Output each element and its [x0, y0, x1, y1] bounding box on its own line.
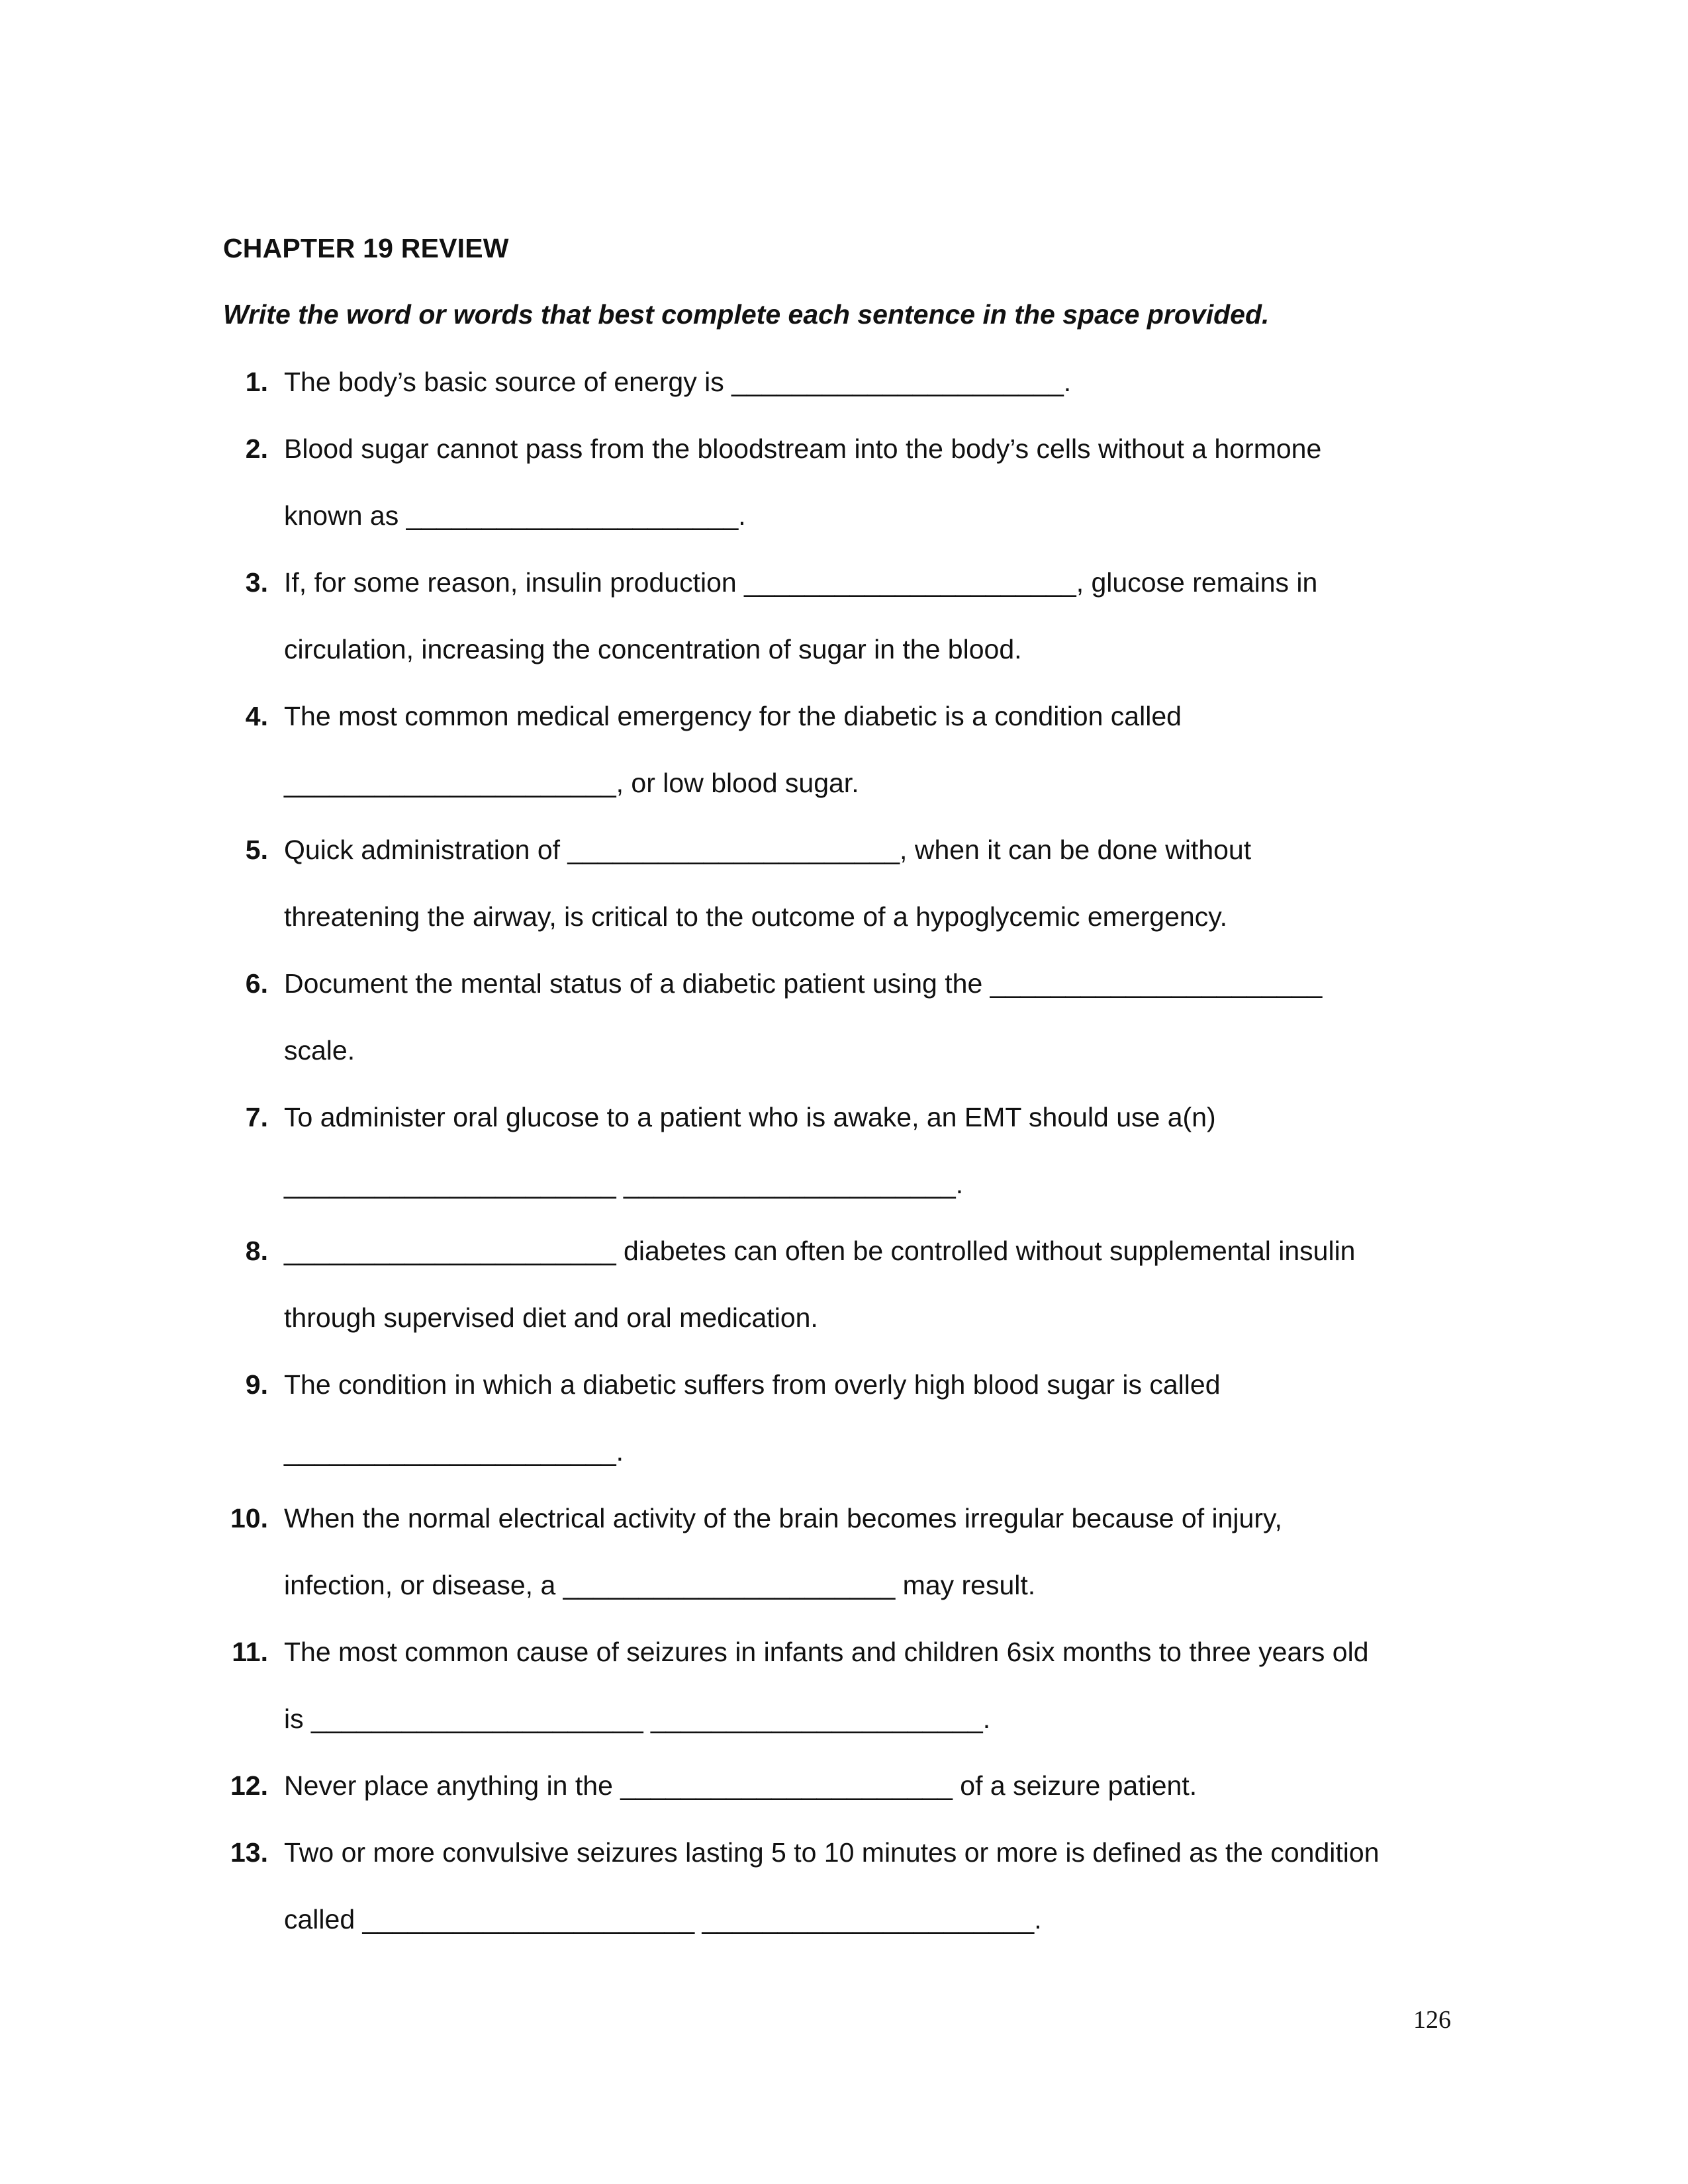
question-text: To administer oral glucose to a patient who is awake, an EMT should use a(n): [284, 1102, 1216, 1132]
question-11-line-1: [0, 1635, 1688, 1702]
instructions: Write the word or words that best complete each sentence in the space provided.: [223, 299, 1270, 330]
question-list: [0, 365, 1688, 1970]
question-number: 10.: [230, 1503, 268, 1533]
question-2-line-1: [0, 432, 1688, 499]
chapter-title: CHAPTER 19 REVIEW: [223, 233, 509, 263]
question-text: ______________________ diabetes can often be controlled without supplemental insulin: [284, 1236, 1356, 1266]
question-number: 13.: [230, 1837, 268, 1868]
question-6-line-2: [0, 1034, 1688, 1101]
question-5-line-2: [0, 900, 1688, 967]
question-text: The most common cause of seizures in infants and children 6six months to three years old: [284, 1637, 1369, 1667]
question-text: Never place anything in the ______________________ of a seizure patient.: [284, 1770, 1197, 1801]
question-text: scale.: [284, 1035, 355, 1066]
question-9-line-1: [0, 1368, 1688, 1435]
question-8-line-2: [0, 1301, 1688, 1368]
question-number: 2.: [245, 433, 268, 464]
question-11-line-2: [0, 1702, 1688, 1769]
question-number: 9.: [245, 1369, 268, 1400]
question-text: circulation, increasing the concentration of sugar in the blood.: [284, 634, 1022, 664]
question-8-line-1: [0, 1234, 1688, 1301]
question-text: ______________________ ______________________.: [284, 1169, 964, 1199]
question-13-line-1: [0, 1836, 1688, 1903]
question-10-line-1: [0, 1502, 1688, 1569]
question-7-line-2: [0, 1167, 1688, 1234]
question-9-line-2: [0, 1435, 1688, 1502]
question-5-line-1: [0, 833, 1688, 900]
question-3-line-2: [0, 633, 1688, 700]
question-text: The body’s basic source of energy is ______________________.: [284, 367, 1072, 397]
question-text: ______________________, or low blood sugar.: [284, 768, 859, 798]
question-2-line-2: [0, 499, 1688, 566]
question-4-line-2: [0, 766, 1688, 833]
question-4-line-1: [0, 700, 1688, 766]
question-text: The condition in which a diabetic suffers from overly high blood sugar is called: [284, 1369, 1221, 1400]
question-3-line-1: [0, 566, 1688, 633]
question-text: Blood sugar cannot pass from the bloodstream into the body’s cells without a hormone: [284, 433, 1322, 464]
question-text: is ______________________ ______________________.: [284, 1704, 991, 1734]
question-text: The most common medical emergency for the diabetic is a condition called: [284, 701, 1182, 731]
question-number: 4.: [245, 701, 268, 731]
question-text: infection, or disease, a ______________________ may result.: [284, 1570, 1036, 1600]
question-text: When the normal electrical activity of the brain becomes irregular because of injury,: [284, 1503, 1282, 1533]
page-number: 126: [1413, 2006, 1451, 2034]
question-text: called ______________________ ______________________.: [284, 1904, 1042, 1934]
question-text: Document the mental status of a diabetic patient using the ______________________: [284, 968, 1323, 999]
question-number: 8.: [245, 1236, 268, 1266]
question-1-line-1: [0, 365, 1688, 432]
question-number: 5.: [245, 835, 268, 865]
question-text: through supervised diet and oral medication.: [284, 1302, 818, 1333]
question-7-line-1: [0, 1101, 1688, 1167]
question-text: Quick administration of ______________________, when it can be done without: [284, 835, 1252, 865]
question-6-line-1: [0, 967, 1688, 1034]
question-text: Two or more convulsive seizures lasting 5 to 10 minutes or more is defined as the condition: [284, 1837, 1380, 1868]
question-text: ______________________.: [284, 1436, 624, 1467]
question-number: 11.: [232, 1637, 268, 1667]
question-number: 6.: [245, 968, 268, 999]
question-number: 7.: [245, 1102, 268, 1132]
question-12-line-1: [0, 1769, 1688, 1836]
question-13-line-2: [0, 1903, 1688, 1970]
question-number: 3.: [245, 567, 268, 598]
question-10-line-2: [0, 1569, 1688, 1635]
question-text: threatening the airway, is critical to the outcome of a hypoglycemic emergency.: [284, 901, 1228, 932]
question-number: 12.: [230, 1770, 268, 1801]
question-text: If, for some reason, insulin production ______________________, glucose remains in: [284, 567, 1318, 598]
question-text: known as ______________________.: [284, 500, 746, 531]
question-number: 1.: [245, 367, 268, 397]
